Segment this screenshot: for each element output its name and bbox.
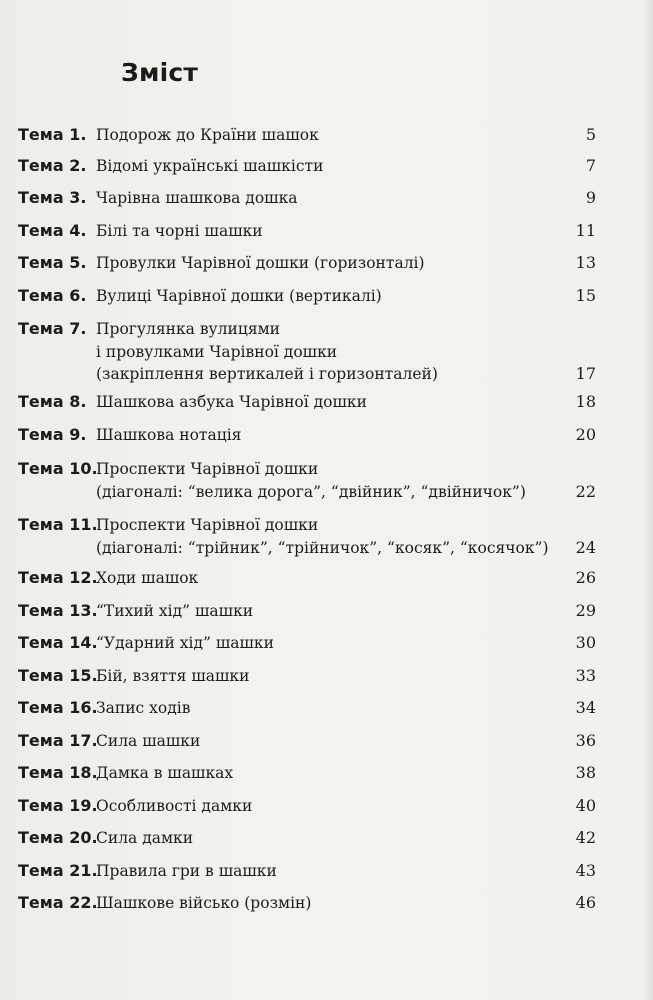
page-title: Зміст bbox=[121, 58, 199, 87]
toc-entry-title bbox=[96, 632, 566, 655]
toc-entry-page-number: 38 bbox=[575, 763, 596, 782]
toc-entry-title bbox=[96, 730, 566, 753]
toc-entry-title bbox=[96, 795, 566, 818]
toc-entry-page-number: 29 bbox=[575, 601, 596, 620]
toc-entry-label: Тема 12. bbox=[18, 568, 98, 587]
toc-entry-label: Тема 10. bbox=[18, 459, 98, 478]
toc-entry-label: Тема 2. bbox=[18, 156, 87, 175]
toc-entry-page-number: 34 bbox=[575, 698, 596, 717]
toc-entry-page-number: 30 bbox=[575, 633, 596, 652]
toc-entry-label: Тема 6. bbox=[18, 286, 87, 305]
toc-entry-title-line: Проспекти Чарівної дошки bbox=[96, 460, 319, 478]
toc-entry-page-number: 18 bbox=[575, 392, 596, 411]
toc-entry-title-line: Шашкове військо (розмін) bbox=[96, 894, 312, 912]
toc-entry-title-line: Запис ходів bbox=[96, 699, 191, 717]
toc-entry-title-line: “Ударний хід” шашки bbox=[96, 634, 274, 652]
toc-entry-label: Тема 19. bbox=[18, 796, 98, 815]
toc-entry-page-number: 9 bbox=[585, 188, 596, 207]
toc-entry-title bbox=[96, 762, 566, 785]
toc-entry-title-line: Сила дамки bbox=[96, 829, 194, 847]
toc-entry-title-line: Білі та чорні шашки bbox=[96, 222, 263, 240]
toc-entry-title bbox=[96, 892, 566, 915]
toc-entry-page-number: 26 bbox=[575, 568, 596, 587]
toc-entry-label: Тема 21. bbox=[18, 861, 98, 880]
toc-entry-label: Тема 1. bbox=[18, 125, 87, 144]
toc-entry-title bbox=[96, 514, 566, 559]
toc-entry-title bbox=[96, 187, 566, 210]
toc-entry-title bbox=[96, 665, 566, 688]
toc-entry-label: Тема 5. bbox=[18, 253, 87, 272]
toc-entry-page-number: 46 bbox=[575, 893, 596, 912]
toc-entry-title bbox=[96, 391, 566, 414]
toc-entry-page-number: 40 bbox=[575, 796, 596, 815]
toc-entry-label: Тема 7. bbox=[18, 319, 87, 338]
toc-entry-title bbox=[96, 458, 566, 503]
toc-entry-title-line: “Тихий хід” шашки bbox=[96, 602, 254, 620]
toc-entry-page-number: 24 bbox=[575, 537, 596, 557]
toc-entry-title bbox=[96, 220, 566, 243]
toc-entry-title-line: (діагоналі: “велика дорога”, “двійник”, “двійничок”) bbox=[96, 482, 526, 501]
toc-entry-page-number: 33 bbox=[575, 666, 596, 685]
toc-entry-label: Тема 4. bbox=[18, 221, 87, 240]
toc-entry-title-line: Сила шашки bbox=[96, 732, 201, 750]
toc-entry-title-line: Бій, взяття шашки bbox=[96, 667, 250, 685]
toc-entry-title bbox=[96, 252, 566, 275]
toc-entry-title-line: і провулками Чарівної дошки bbox=[96, 342, 338, 361]
toc-entry-page-number: 42 bbox=[575, 828, 596, 847]
toc-entry-title-line: (діагоналі: “трійник”, “трійничок”, “косяк”, “косячок”) bbox=[96, 538, 549, 557]
toc-entry-page-number: 20 bbox=[575, 425, 596, 444]
toc-entry-title-line: Подорож до Країни шашок bbox=[96, 126, 319, 144]
toc-entry-label: Тема 8. bbox=[18, 392, 87, 411]
toc-entry-page-number: 11 bbox=[575, 221, 596, 240]
toc-entry-title bbox=[96, 155, 566, 178]
toc-entry-title bbox=[96, 318, 566, 386]
toc-entry-title-line: Проспекти Чарівної дошки bbox=[96, 516, 319, 534]
toc-entry-title-line: Вулиці Чарівної дошки (вертикалі) bbox=[96, 287, 382, 305]
toc-entry-title bbox=[96, 860, 566, 883]
toc-entry-title-line: Шашкова нотація bbox=[96, 426, 242, 444]
toc-entry-title bbox=[96, 600, 566, 623]
toc-entry-page-number: 17 bbox=[575, 364, 596, 383]
toc-entry-title-line: Правила гри в шашки bbox=[96, 862, 277, 880]
toc-entry-label: Тема 15. bbox=[18, 666, 98, 685]
toc-entry-label: Тема 16. bbox=[18, 698, 98, 717]
toc-entry-page-number: 15 bbox=[575, 286, 596, 305]
toc-entry-title-line: Чарівна шашкова дошка bbox=[96, 189, 298, 207]
toc-entry-page-number: 22 bbox=[575, 481, 596, 501]
toc-entry-title-line: (закріплення вертикалей і горизонталей) bbox=[96, 365, 438, 383]
toc-entry-label: Тема 22. bbox=[18, 893, 98, 912]
toc-entry-title-line: Особливості дамки bbox=[96, 797, 253, 815]
toc-entry-label: Тема 3. bbox=[18, 188, 87, 207]
toc-entry-label: Тема 9. bbox=[18, 425, 87, 444]
toc-entry-title bbox=[96, 285, 566, 308]
toc-entry-title-line: Дамка в шашках bbox=[96, 764, 234, 782]
toc-entry-page-number: 36 bbox=[575, 731, 596, 750]
page-edge-shadow bbox=[643, 0, 653, 1000]
toc-entry-label: Тема 17. bbox=[18, 731, 98, 750]
toc-entry-label: Тема 20. bbox=[18, 828, 98, 847]
toc-entry-label: Тема 14. bbox=[18, 633, 98, 652]
toc-entry-title bbox=[96, 827, 566, 850]
toc-entry-title bbox=[96, 567, 566, 590]
toc-entry-page-number: 13 bbox=[575, 253, 596, 272]
toc-entry-page-number: 43 bbox=[575, 861, 596, 880]
toc-entry-title bbox=[96, 124, 566, 147]
toc-entry-title-line: Прогулянка вулицями bbox=[96, 320, 280, 338]
toc-entry-title-line: Шашкова азбука Чарівної дошки bbox=[96, 393, 367, 411]
toc-entry-label: Тема 13. bbox=[18, 601, 98, 620]
toc-entry-title bbox=[96, 424, 566, 447]
toc-entry-title bbox=[96, 697, 566, 720]
toc-entry-page-number: 5 bbox=[585, 125, 596, 144]
toc-entry-label: Тема 11. bbox=[18, 515, 98, 534]
toc-entry-title-line: Провулки Чарівної дошки (горизонталі) bbox=[96, 254, 425, 272]
toc-entry-page-number: 7 bbox=[585, 156, 596, 175]
toc-entry-title-line: Ходи шашок bbox=[96, 569, 199, 587]
toc-entry-title-line: Відомі українські шашкісти bbox=[96, 157, 324, 175]
toc-entry-label: Тема 18. bbox=[18, 763, 98, 782]
